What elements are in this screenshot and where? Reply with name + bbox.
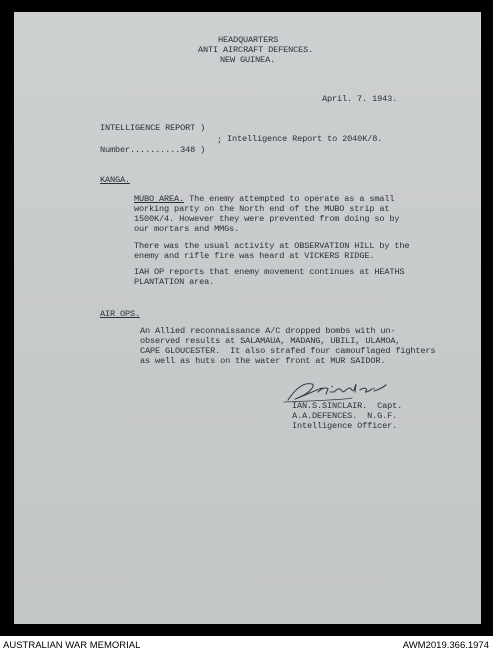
report-label-1: INTELLIGENCE REPORT ) [100,123,206,133]
air-ops-line-1: An Allied reconnaissance A/C dropped bombs with un- [140,326,396,336]
iah-line-2: PLANTATION area. [134,277,215,287]
section-heading-air-ops: AIR OPS. [100,309,141,319]
header-line-1: HEADQUARTERS [218,35,279,45]
air-ops-line-3: CAPE GLOUCESTER. It also strafed four camouflaged fighters [140,346,436,356]
signatory-unit: A.A.DEFENCES. N.G.F. [292,411,398,421]
archive-name: AUSTRALIAN WAR MEMORIAL [3,640,141,651]
document-page [14,12,481,624]
mubo-line-1-text: The enemy attempted to operate as a small [184,194,395,204]
header-line-2: ANTI AIRCRAFT DEFENCES. [198,45,314,55]
mubo-area-title: MUBO AREA. [134,194,185,204]
section-heading-kanga: KANGA. [100,175,131,185]
report-label-2: Number..........348 ) [100,145,206,155]
document-date: April. 7. 1943. [322,94,398,104]
iah-line-1: IAH OP reports that enemy movement continues at HEATHS [134,267,405,277]
mubo-paragraph-line-3: 1500K/4. However they were prevented from doing so by [134,214,400,224]
observation-line-1: There was the usual activity at OBSERVATION HILL by the [134,241,410,251]
mubo-paragraph-line-4: our mortars and MMGs. [134,224,240,234]
signatory-name: IAN.S.SINCLAIR. Capt. [292,401,403,411]
report-reference: Intelligence Report to 2040K/8. [227,134,383,144]
air-ops-line-4: as well as huts on the water front at MUR SAIDOR. [140,356,386,366]
report-brace-mid: ; [217,135,223,145]
archive-footer [0,636,493,653]
air-ops-line-2: observed results at SALAMAUA, MADANG, UBILI, ULAMOA, [140,336,401,346]
mubo-paragraph-line-1 [134,195,394,204]
archive-reference: AWM2019.366.1974 [402,640,489,651]
signatory-role: Intelligence Officer. [292,421,398,431]
header-line-3: NEW GUINEA. [220,55,276,65]
observation-line-2: enemy and rifle fire was heard at VICKERS RIDGE. [134,251,375,261]
mubo-paragraph-line-2: working party on the North end of the MUBO strip at [134,204,390,214]
